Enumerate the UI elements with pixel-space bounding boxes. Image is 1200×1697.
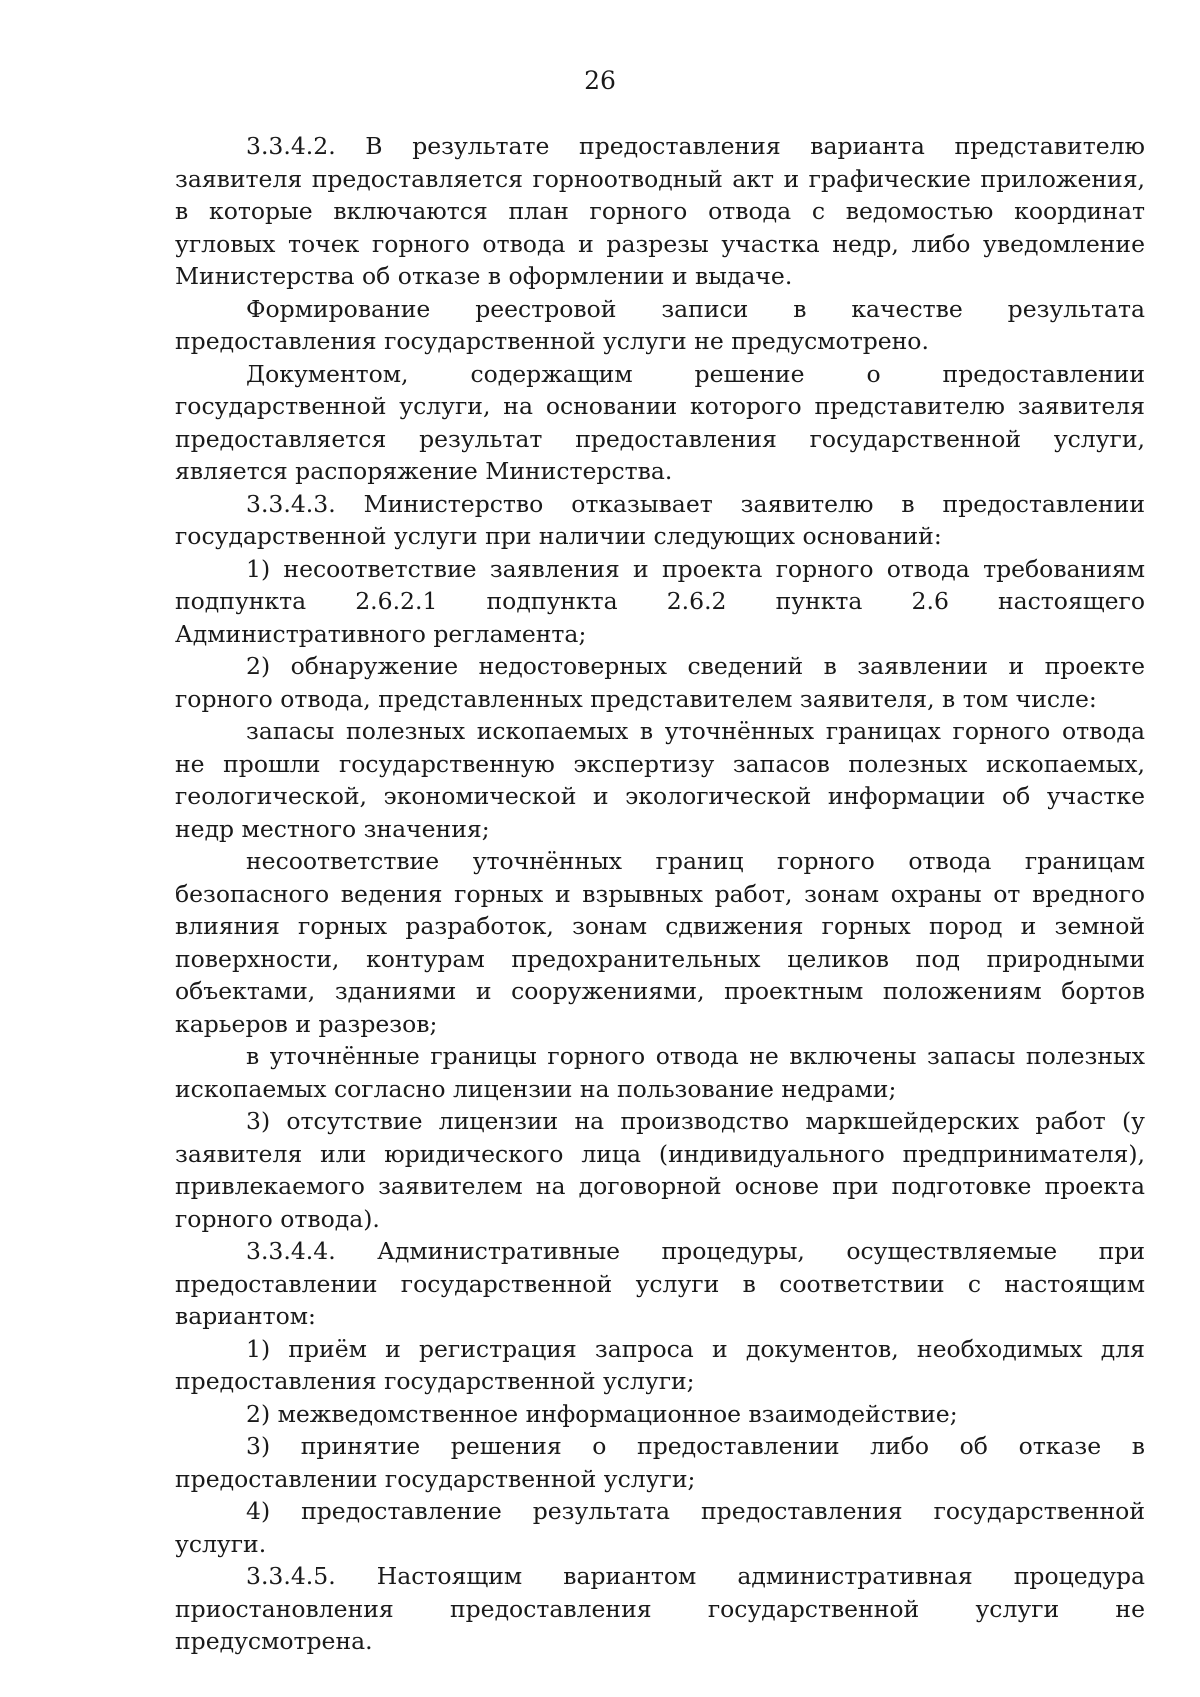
- paragraph-3-3-4-2: 3.3.4.2. В результате предоставления варианта представителю заявителя предоставляется горноотводный акт и графические приложения, в которые включаются план горного отвода с ведомостью координат угловых точек горного отвода и разрезы участка недр, либо уведомление Министерства об отказе в оформлении и выдаче.: [175, 132, 1145, 290]
- procedure-item-1: 1) приём и регистрация запроса и документов, необходимых для предоставления государственной услуги;: [175, 1334, 1145, 1395]
- refusal-ground-1: 1) несоответствие заявления и проекта горного отвода требованиям подпункта 2.6.2.1 подпункта 2.6.2 пункта 2.6 настоящего Административного регламента;: [175, 554, 1145, 648]
- procedure-item-3: 3) принятие решения о предоставлении либо об отказе в предоставлении государственной услуги;: [175, 1432, 1145, 1493]
- refusal-ground-2: 2) обнаружение недостоверных сведений в заявлении и проекте горного отвода, представленных представителем заявителя, в том числе:: [175, 652, 1145, 713]
- refusal-ground-2-item-license: в уточнённые границы горного отвода не включены запасы полезных ископаемых согласно лицензии на пользование недрами;: [175, 1042, 1145, 1103]
- page-number: 26: [584, 66, 616, 95]
- paragraph-decision-document: Документом, содержащим решение о предоставлении государственной услуги, на основании которого представителю заявителя предоставляется результат предоставления государственной услуги, является распоряжение Министерства.: [175, 359, 1145, 485]
- refusal-ground-2-item-reserves: запасы полезных ископаемых в уточнённых границах горного отвода не прошли государственную экспертизу запасов полезных ископаемых, геологической, экономической и экологической информации об участке недр местного значения;: [175, 717, 1145, 843]
- document-body: [175, 130, 1145, 1658]
- paragraph-registry-record: Формирование реестровой записи в качестве результата предоставления государственной услуги не предусмотрено.: [175, 294, 1145, 355]
- refusal-ground-3: 3) отсутствие лицензии на производство маркшейдерских работ (у заявителя или юридического лица (индивидуального предпринимателя), привлекаемого заявителем на договорной основе при подготовке проекта горного отвода).: [175, 1107, 1145, 1233]
- paragraph-3-3-4-4: 3.3.4.4. Административные процедуры, осуществляемые при предоставлении государственной услуги в соответствии с настоящим вариантом:: [175, 1237, 1145, 1330]
- paragraph-3-3-4-5: 3.3.4.5. Настоящим вариантом административная процедура приостановления предоставления государственной услуги не предусмотрена.: [175, 1562, 1145, 1655]
- paragraph-3-3-4-3: 3.3.4.3. Министерство отказывает заявителю в предоставлении государственной услуги при наличии следующих оснований:: [175, 489, 1145, 550]
- procedure-item-4: 4) предоставление результата предоставления государственной услуги.: [175, 1497, 1145, 1558]
- procedure-item-2: 2) межведомственное информационное взаимодействие;: [246, 1399, 958, 1428]
- refusal-ground-2-item-boundaries: несоответствие уточнённых границ горного отвода границам безопасного ведения горных и взрывных работ, зонам охраны от вредного влияния горных разработок, зонам сдвижения горных пород и земной поверхности, контурам предохранительных целиков под природными объектами, зданиями и сооружениями, проектным положениям бортов карьеров и разрезов;: [175, 847, 1145, 1038]
